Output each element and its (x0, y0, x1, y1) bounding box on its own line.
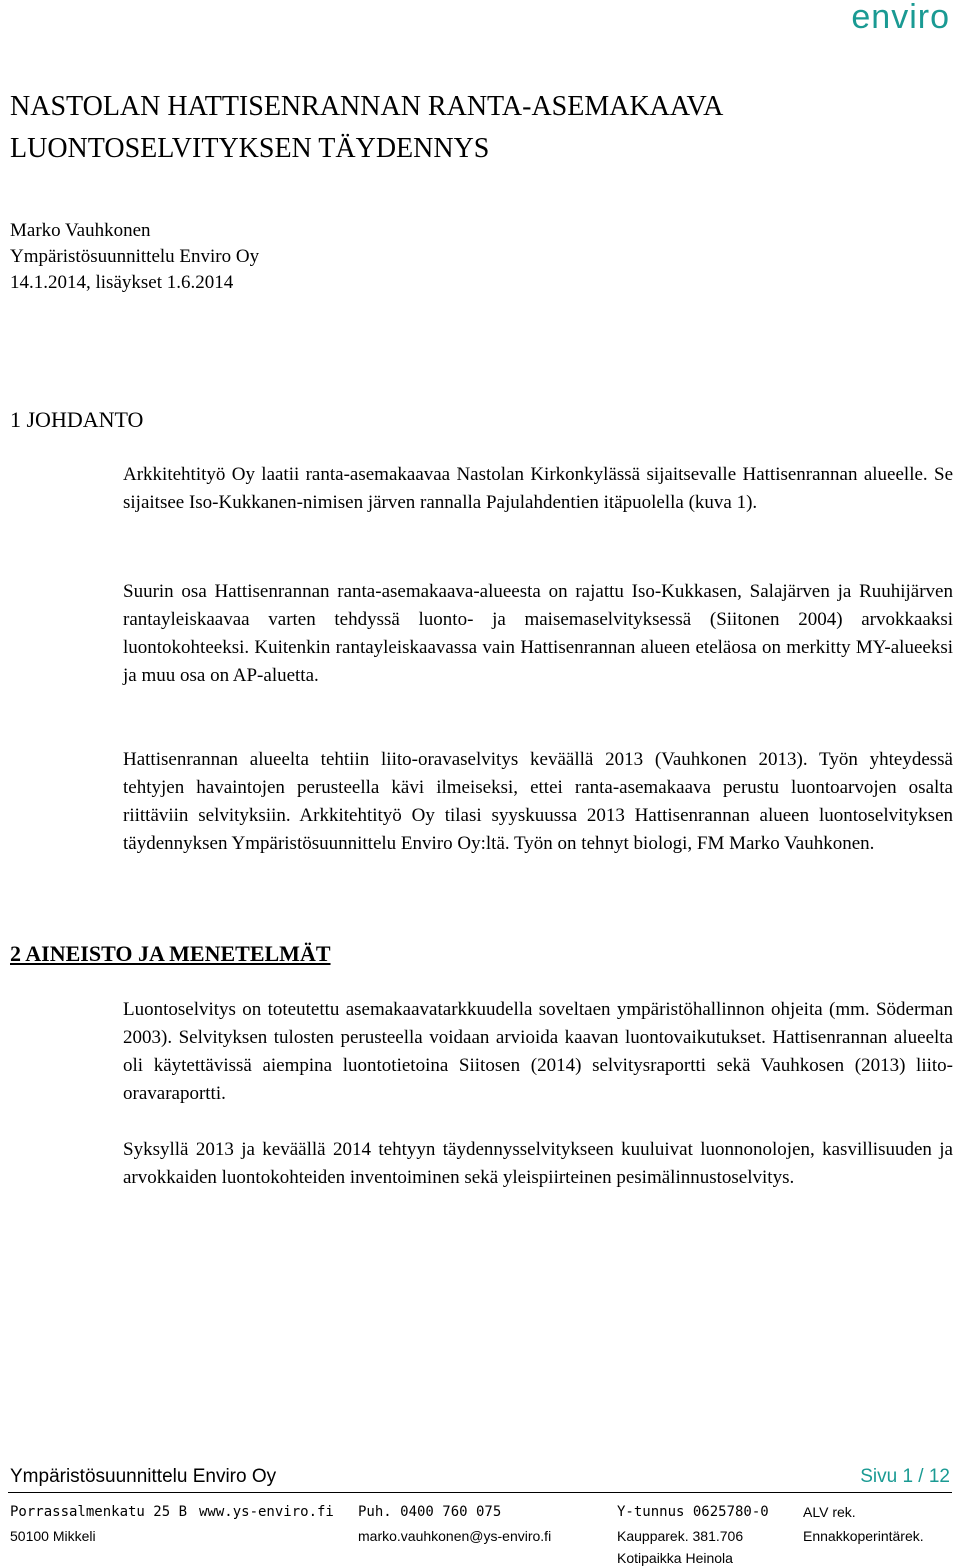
paragraph: Suurin osa Hattisenrannan ranta-asemakaava-alueesta on rajattu Iso-Kukkasen, Salajärven ja Ruuhijärven rantayleiskaavaa varten tehdyssä luonto- ja maisemaselvityksessä (Siitonen 2004) arvokkaaksi luontokohteeksi. Kuitenkin rantayleiskaavassa vain Hattisenrannan alueen eteläosa on merkitty MY-alueeksi ja muu osa on AP-aluetta. (123, 581, 953, 686)
page-number: Sivu 1 / 12 (860, 1466, 950, 1487)
footer-email[interactable]: marko.vauhkonen@ys-enviro.fi (358, 1528, 552, 1544)
footer-domicile: Kotipaikka Heinola (617, 1550, 733, 1566)
section-heading-johdanto: 1 JOHDANTO (10, 407, 144, 432)
footer-vat-register: ALV rek. (803, 1504, 856, 1520)
footer-website[interactable]: www.ys-enviro.fi (199, 1504, 334, 1520)
footer-company: Ympäristösuunnittelu Enviro Oy (10, 1466, 277, 1487)
document-title (10, 86, 910, 170)
document-meta (10, 218, 259, 296)
footer-trade-register: Kaupparek. 381.706 (617, 1528, 744, 1544)
section-heading-aineisto: 2 AINEISTO JA MENETELMÄT (10, 941, 331, 966)
footer-prepayment-register: Ennakkoperintärek. (803, 1528, 924, 1544)
enviro-logo: enviro (851, 0, 950, 36)
organization: Ympäristösuunnittelu Enviro Oy (10, 246, 260, 267)
title-line-2: LUONTOSELVITYKSEN TÄYDENNYS (10, 133, 490, 164)
title-line-1: NASTOLAN HATTISENRANNAN RANTA-ASEMAKAAVA (10, 91, 724, 122)
footer-address-street: Porrassalmenkatu 25 B (10, 1504, 188, 1520)
author: Marko Vauhkonen (10, 220, 151, 241)
paragraph: Arkkitehtityö Oy laatii ranta-asemakaavaa Nastolan Kirkonkylässä sijaitsevalle Hattisenrannan alueelle. Se sijaitsee Iso-Kukkanen-nimisen järven rannalla Pajulahdentien itäpuolella (kuva 1). (123, 464, 953, 513)
paragraph: Luontoselvitys on toteutettu asemakaavatarkkuudella soveltaen ympäristöhallinnon ohjeita (mm. Söderman 2003). Selvityksen tulosten perusteella voidaan arvioida kaavan luontovaikutukset. Hattisenrannan alueelta oli käytettävissä aiempina luontotietoina Siitosen (2014) selvitysraportti sekä Vauhkosen (2013) liito-oravaraportti. (123, 999, 953, 1104)
paragraph: Syksyllä 2013 ja keväällä 2014 tehtyyn täydennysselvitykseen kuuluivat luonnonolojen, kasvillisuuden ja arvokkaiden luontokohteiden inventoiminen sekä yleispiirteinen pesimälinnustoselvitys. (123, 1139, 953, 1188)
footer-business-id: Y-tunnus 0625780-0 (617, 1504, 769, 1520)
footer-address-city: 50100 Mikkeli (10, 1528, 96, 1544)
footer-phone: Puh. 0400 760 075 (358, 1504, 502, 1520)
footer-divider (8, 1492, 952, 1493)
paragraph: Hattisenrannan alueelta tehtiin liito-oravaselvitys keväällä 2013 (Vauhkonen 2013). Työn yhteydessä tehtyjen havaintojen perusteella kävi ilmeiseksi, ettei ranta-asemakaava perustu luontoarvojen osalta riittäviin selvityksiin. Arkkitehtityö Oy tilasi syyskuussa 2013 Hattisenrannan alueen luontoselvityksen täydennyksen Ympäristösuunnittelu Enviro Oy:ltä. Työn on tehnyt biologi, FM Marko Vauhkonen. (123, 749, 953, 854)
date: 14.1.2014, lisäykset 1.6.2014 (10, 272, 234, 293)
